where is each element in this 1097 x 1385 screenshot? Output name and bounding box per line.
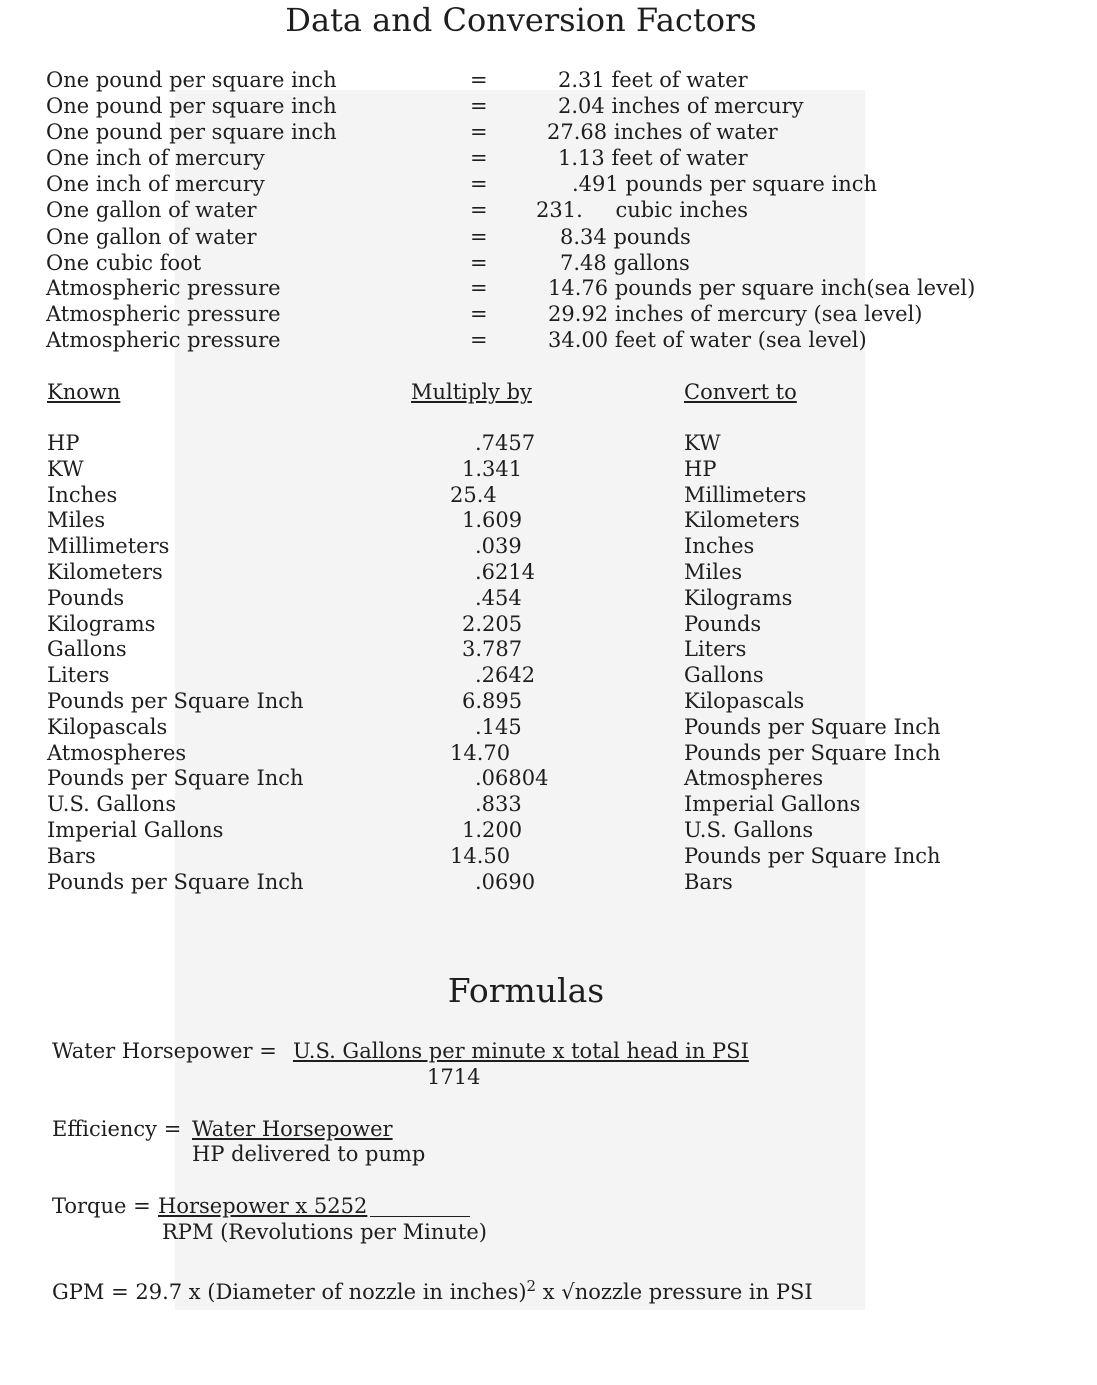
- factor-unit: gallons: [613, 251, 690, 275]
- multiply-factor: .6214: [475, 560, 536, 584]
- gpm-lhs: GPM = 29.7 x (Diameter of nozzle in inches): [52, 1280, 527, 1304]
- factor-number: .491: [572, 172, 619, 196]
- known-unit: Kilograms: [47, 612, 156, 636]
- torque-lhs: Torque =: [52, 1194, 151, 1218]
- multiply-factor: .145: [475, 715, 522, 739]
- factor-number: 8.34: [560, 225, 607, 249]
- factor-value: [548, 301, 923, 327]
- convert-unit: Atmospheres: [684, 766, 824, 790]
- convert-unit: Bars: [684, 870, 733, 894]
- factor-value: [558, 67, 748, 93]
- factor-equals: =: [470, 94, 488, 118]
- factor-equals: =: [470, 302, 488, 326]
- factor-value: [572, 171, 877, 197]
- factor-quantity: One inch of mercury: [46, 172, 265, 196]
- factor-equals: =: [470, 276, 488, 300]
- multiply-factor: .2642: [475, 663, 536, 687]
- multiply-factor: .7457: [475, 431, 536, 455]
- known-unit: Kilometers: [47, 560, 163, 584]
- known-unit: Kilopascals: [47, 715, 168, 739]
- multiply-factor: 6.895: [462, 689, 523, 713]
- water-hp-denominator: 1714: [427, 1065, 481, 1089]
- multiply-factor: 3.787: [462, 637, 523, 661]
- factor-unit: feet of water: [611, 146, 748, 170]
- factor-unit: feet of water (sea level): [614, 328, 867, 352]
- known-unit: Liters: [47, 663, 110, 687]
- known-unit: Bars: [47, 844, 96, 868]
- factor-equals: =: [470, 120, 488, 144]
- factor-unit: pounds per square inch(sea level): [614, 276, 976, 300]
- known-unit: Miles: [47, 508, 106, 532]
- factor-quantity: One pound per square inch: [46, 94, 337, 118]
- factor-value: [548, 327, 867, 353]
- multiply-factor: .833: [475, 792, 522, 816]
- known-unit: Gallons: [47, 637, 127, 661]
- convert-unit: Gallons: [684, 663, 764, 687]
- efficiency-denominator: HP delivered to pump: [192, 1142, 426, 1166]
- factor-equals: =: [470, 225, 488, 249]
- factor-number: 2.31: [558, 68, 605, 92]
- convert-unit: Liters: [684, 637, 747, 661]
- factor-unit: inches of mercury (sea level): [614, 302, 923, 326]
- factor-equals: =: [470, 172, 488, 196]
- multiply-factor: 14.50: [450, 844, 511, 868]
- gpm-rest: nozzle pressure in PSI: [574, 1280, 813, 1304]
- gpm-middle: x: [536, 1280, 562, 1304]
- factor-equals: =: [470, 251, 488, 275]
- factor-quantity: Atmospheric pressure: [46, 328, 281, 352]
- factor-value: [558, 145, 748, 171]
- factor-unit: pounds per square inch: [625, 172, 878, 196]
- factor-equals: =: [470, 198, 488, 222]
- known-unit: Pounds per Square Inch: [47, 766, 304, 790]
- factor-value: [548, 275, 975, 301]
- factor-unit: cubic inches: [615, 198, 749, 222]
- multiply-factor: 14.70: [450, 741, 511, 765]
- factor-quantity: Atmospheric pressure: [46, 276, 281, 300]
- torque-fraction-rule: [370, 1216, 470, 1217]
- multiply-factor: .454: [475, 586, 522, 610]
- page-title: Data and Conversion Factors: [285, 1, 757, 39]
- convert-unit: U.S. Gallons: [684, 818, 814, 842]
- factor-value: [536, 197, 748, 223]
- water-hp-numerator: U.S. Gallons per minute x total head in PSI: [293, 1039, 749, 1063]
- convert-unit: HP: [684, 457, 717, 481]
- header-convert-to: Convert to: [684, 380, 797, 404]
- convert-unit: Pounds: [684, 612, 762, 636]
- formulas-title: Formulas: [447, 971, 605, 1010]
- header-multiply-by: Multiply by: [411, 380, 532, 404]
- factor-number: 27.68: [547, 120, 608, 144]
- factor-quantity: Atmospheric pressure: [46, 302, 281, 326]
- convert-unit: Kilometers: [684, 508, 800, 532]
- factor-equals: =: [470, 68, 488, 92]
- factor-value: [560, 250, 690, 276]
- factor-quantity: One inch of mercury: [46, 146, 265, 170]
- factor-unit: pounds: [613, 225, 691, 249]
- known-unit: Pounds per Square Inch: [47, 689, 304, 713]
- convert-unit: Pounds per Square Inch: [684, 844, 941, 868]
- convert-unit: Imperial Gallons: [684, 792, 861, 816]
- multiply-factor: 25.4: [450, 483, 497, 507]
- convert-unit: Pounds per Square Inch: [684, 741, 941, 765]
- known-unit: Pounds: [47, 586, 125, 610]
- known-unit: Atmospheres: [47, 741, 187, 765]
- factor-equals: =: [470, 328, 488, 352]
- factor-value: [560, 224, 691, 250]
- multiply-factor: 1.609: [462, 508, 523, 532]
- efficiency-lhs: Efficiency =: [52, 1117, 182, 1141]
- known-unit: Millimeters: [47, 534, 170, 558]
- factor-number: 231.: [536, 198, 583, 222]
- factor-value: [558, 93, 804, 119]
- gpm-exponent: 2: [526, 1277, 537, 1295]
- factor-quantity: One gallon of water: [46, 198, 257, 222]
- factor-equals: =: [470, 146, 488, 170]
- convert-unit: Kilopascals: [684, 689, 805, 713]
- factor-unit: inches of mercury: [611, 94, 804, 118]
- header-known: Known: [47, 380, 121, 404]
- multiply-factor: .0690: [475, 870, 536, 894]
- multiply-factor: 1.200: [462, 818, 523, 842]
- factor-number: 7.48: [560, 251, 607, 275]
- gpm-formula: [52, 1279, 813, 1305]
- known-unit: Pounds per Square Inch: [47, 870, 304, 894]
- factor-number: 2.04: [558, 94, 605, 118]
- multiply-factor: .039: [475, 534, 522, 558]
- torque-denominator: RPM (Revolutions per Minute): [162, 1220, 487, 1244]
- convert-unit: Miles: [684, 560, 743, 584]
- convert-unit: Millimeters: [684, 483, 807, 507]
- multiply-factor: 2.205: [462, 612, 523, 636]
- factor-number: 34.00: [548, 328, 609, 352]
- known-unit: HP: [47, 431, 80, 455]
- convert-unit: Pounds per Square Inch: [684, 715, 941, 739]
- convert-unit: Kilograms: [684, 586, 793, 610]
- convert-unit: Inches: [684, 534, 755, 558]
- factor-quantity: One cubic foot: [46, 251, 202, 275]
- multiply-factor: .06804: [475, 766, 549, 790]
- known-unit: Inches: [47, 483, 118, 507]
- factor-quantity: One gallon of water: [46, 225, 257, 249]
- multiply-factor: 1.341: [462, 457, 523, 481]
- factor-value: [547, 119, 778, 145]
- water-hp-lhs: Water Horsepower =: [52, 1039, 277, 1063]
- factor-number: 14.76: [548, 276, 609, 300]
- efficiency-numerator: Water Horsepower: [192, 1117, 393, 1141]
- known-unit: KW: [47, 457, 84, 481]
- factor-number: 29.92: [548, 302, 609, 326]
- factor-quantity: One pound per square inch: [46, 120, 337, 144]
- convert-unit: KW: [684, 431, 721, 455]
- known-unit: U.S. Gallons: [47, 792, 177, 816]
- factor-unit: inches of water: [613, 120, 778, 144]
- square-root-icon: √: [561, 1280, 575, 1304]
- factor-unit: feet of water: [611, 68, 748, 92]
- torque-numerator: Horsepower x 5252: [158, 1194, 368, 1218]
- known-unit: Imperial Gallons: [47, 818, 224, 842]
- factor-number: 1.13: [558, 146, 605, 170]
- factor-quantity: One pound per square inch: [46, 68, 337, 92]
